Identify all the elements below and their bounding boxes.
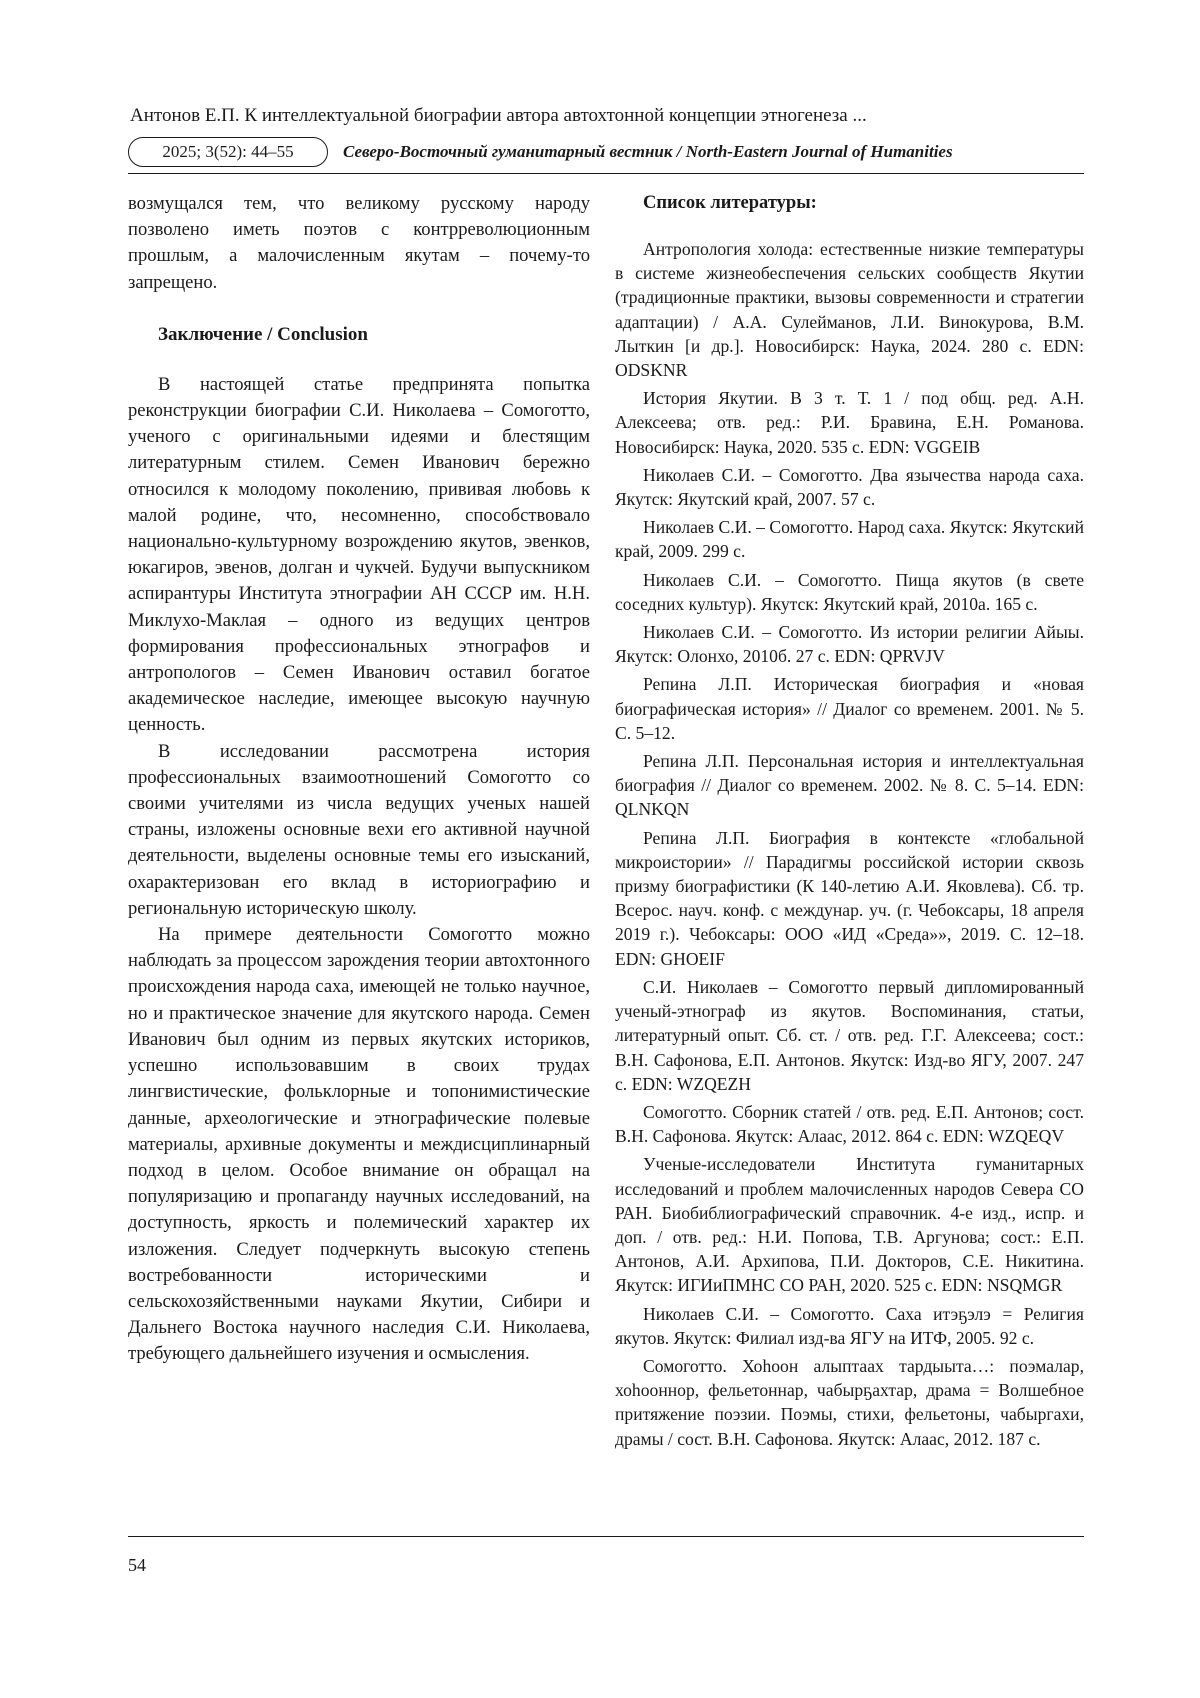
conclusion-paragraph-2: В исследовании рассмотрена история профессиональных взаимоотношений Сомоготто со своими учителями из числа ведущих ученых нашей страны, изложены основные вехи его активной научной деятельности, выделены основные темы его изысканий, охарактеризован его вклад в историографию и региональную историческую школу.	[128, 740, 590, 919]
reference-item-3: Николаев С.И. – Сомоготто. Два язычества народа саха. Якутск: Якутский край, 2007. 57 с.	[615, 464, 1084, 510]
reference-item-5: Николаев С.И. – Сомоготто. Пища якутов (в свете соседних культур). Якутск: Якутский край, 2010а. 165 с.	[615, 569, 1084, 614]
reference-item-6: Николаев С.И. – Сомоготто. Из истории религии Айыы. Якутск: Олонхо, 2010б. 27 с. EDN: QPRVJV	[615, 622, 1084, 667]
reference-item-7: Репина Л.П. Историческая биография и «новая биографическая история» // Диалог со временем. 2001. № 5. С. 5–12.	[615, 674, 1084, 743]
issue-badge: 2025; 3(52): 44–55	[128, 137, 328, 167]
running-title: Антонов Е.П. К интеллектуальной биографии автора автохтонной концепции этногенеза ...	[130, 105, 867, 126]
reference-item-2: История Якутии. В 3 т. Т. 1 / под общ. ред. А.Н. Алексеева; отв. ред.: Р.И. Бравина, Е.Н. Романова. Новосибирск: Наука, 2020. 535 с. EDN: VGGEIB	[615, 388, 1084, 457]
reference-item-10: С.И. Николаев – Сомоготто первый дипломированный ученый-этнограф из якутов. Воспоминания, статьи, литературный опыт. Сб. ст. / отв. ред. Г.Г. Алексеева; сост.: В.Н. Сафонова, Е.П. Антонов. Якутск: Изд-во ЯГУ, 2007. 247 с. EDN: WZQEZH	[615, 976, 1084, 1094]
left-column	[128, 191, 590, 1368]
reference-item-8: Репина Л.П. Персональная история и интеллектуальная биография // Диалог со временем. 2002. № 8. С. 5–14. EDN: QLNKQN	[615, 751, 1084, 820]
reference-item-14: Сомоготто. Хоһоон алыптаах тардыыта…: поэмалар, хоһооннор, фельетоннар, чабырҕахтар, драма = Волшебное притяжение поэзии. Поэмы, стихи, фельетоны, чабыргахи, драмы / сост. В.Н. Сафонова. Якутск: Алаас, 2012. 187 с.	[615, 1355, 1084, 1449]
reference-item-13: Николаев С.И. – Сомоготто. Саха итэҕэлэ = Религия якутов. Якутск: Филиал изд-ва ЯГУ на ИТФ, 2005. 92 с.	[615, 1303, 1084, 1348]
references-heading: Список литературы:	[643, 193, 817, 213]
conclusion-heading: Заключение / Conclusion	[158, 323, 368, 345]
footer-divider	[128, 1536, 1084, 1537]
journal-title: Северо-Восточный гуманитарный вестник / North-Eastern Journal of Humanities	[343, 142, 953, 161]
reference-item-12: Ученые-исследователи Института гуманитарных исследований и проблем малочисленных народов Севера СО РАН. Биобиблиографический справочник. 4-е изд., испр. и доп. / отв. ред.: Н.И. Попова, Т.В. Аргунова; сост.: Е.П. Антонов, А.И. Архипова, П.И. Докторов, С.Е. Никитина. Якутск: ИГИиПМНС СО РАН, 2020. 525 с. EDN: NSQMGR	[615, 1154, 1084, 1296]
reference-item-9: Репина Л.П. Биография в контексте «глобальной микроистории» // Парадигмы российской истории сквозь призму биографистики (К 140-летию А.И. Яковлева). Сб. тр. Всерос. науч. конф. с междунар. уч. (г. Чебоксары, 18 апреля 2019 г.). Чебоксары: ООО «ИД «Среда»», 2019. С. 12–18. EDN: GHOEIF	[615, 827, 1084, 969]
header-divider	[128, 173, 1084, 174]
reference-item-11: Сомоготто. Сборник статей / отв. ред. Е.П. Антонов; сост. В.Н. Сафонова. Якутск: Алаас, 2012. 864 с. EDN: WZQEQV	[615, 1101, 1084, 1147]
reference-item-4: Николаев С.И. – Сомоготто. Народ саха. Якутск: Якутский край, 2009. 299 с.	[615, 517, 1084, 562]
conclusion-paragraph-1: В настоящей статье предпринята попытка реконструкции биографии С.И. Николаева – Сомоготто, ученого с оригинальными идеями и блестящим литературным стилем. Семен Иванович бережно относился к молодому поколению, прививая любовь к малой родине, что, несомненно, способствовало национально-культурному возрождению якутов, эвенков, юкагиров, эвенов, долган и чукчей. Будучи выпускником аспирантуры Института этнографии АН СССР им. Н.Н. Миклухо-Маклая – одного из ведущих центров формирования профессиональных этнографов и антропологов – Семен Иванович оставил богатое академическое наследие, имеющее высокую научную ценность.	[128, 373, 590, 736]
references-column	[615, 191, 1084, 1455]
conclusion-paragraph-3: На примере деятельности Сомоготто можно наблюдать за процессом зарождения теории автохтонного происхождения народа саха, имеющей не только научное, но и практическое значение для якутского народа. Семен Иванович был одним из первых якутских историков, успешно использовавшим в своих трудах лингвистические, фольклорные и топонимистические данные, археологические и этнографические полевые материалы, архивные документы и междисциплинарный подход в целом. Особое внимание он обращал на популяризацию и пропаганду научных исследований, на доступность, яркость и полемический характер их изложения. Следует подчеркнуть высокую степень востребованности историческими и сельскохозяйственными науками Якутии, Сибири и Дальнего Востока научного наследия С.И. Николаева, требующего дальнейшего изучения и осмысления.	[128, 924, 590, 1365]
intro-paragraph: возмущался тем, что великому русскому народу позволено иметь поэтов с контрреволюционным прошлым, а малочисленным якутам – почему-то запрещено.	[128, 193, 590, 293]
reference-item-1: Антропология холода: естественные низкие температуры в системе жизнеобеспечения сельских сообществ Якутии (традиционные практики, вызовы современности и стратегии адаптации) / А.А. Сулейманов, Л.И. Винокурова, В.М. Лыткин [и др.]. Новосибирск: Наука, 2024. 280 с. EDN: ODSKNR	[615, 239, 1084, 381]
page-number: 54	[128, 1555, 146, 1575]
